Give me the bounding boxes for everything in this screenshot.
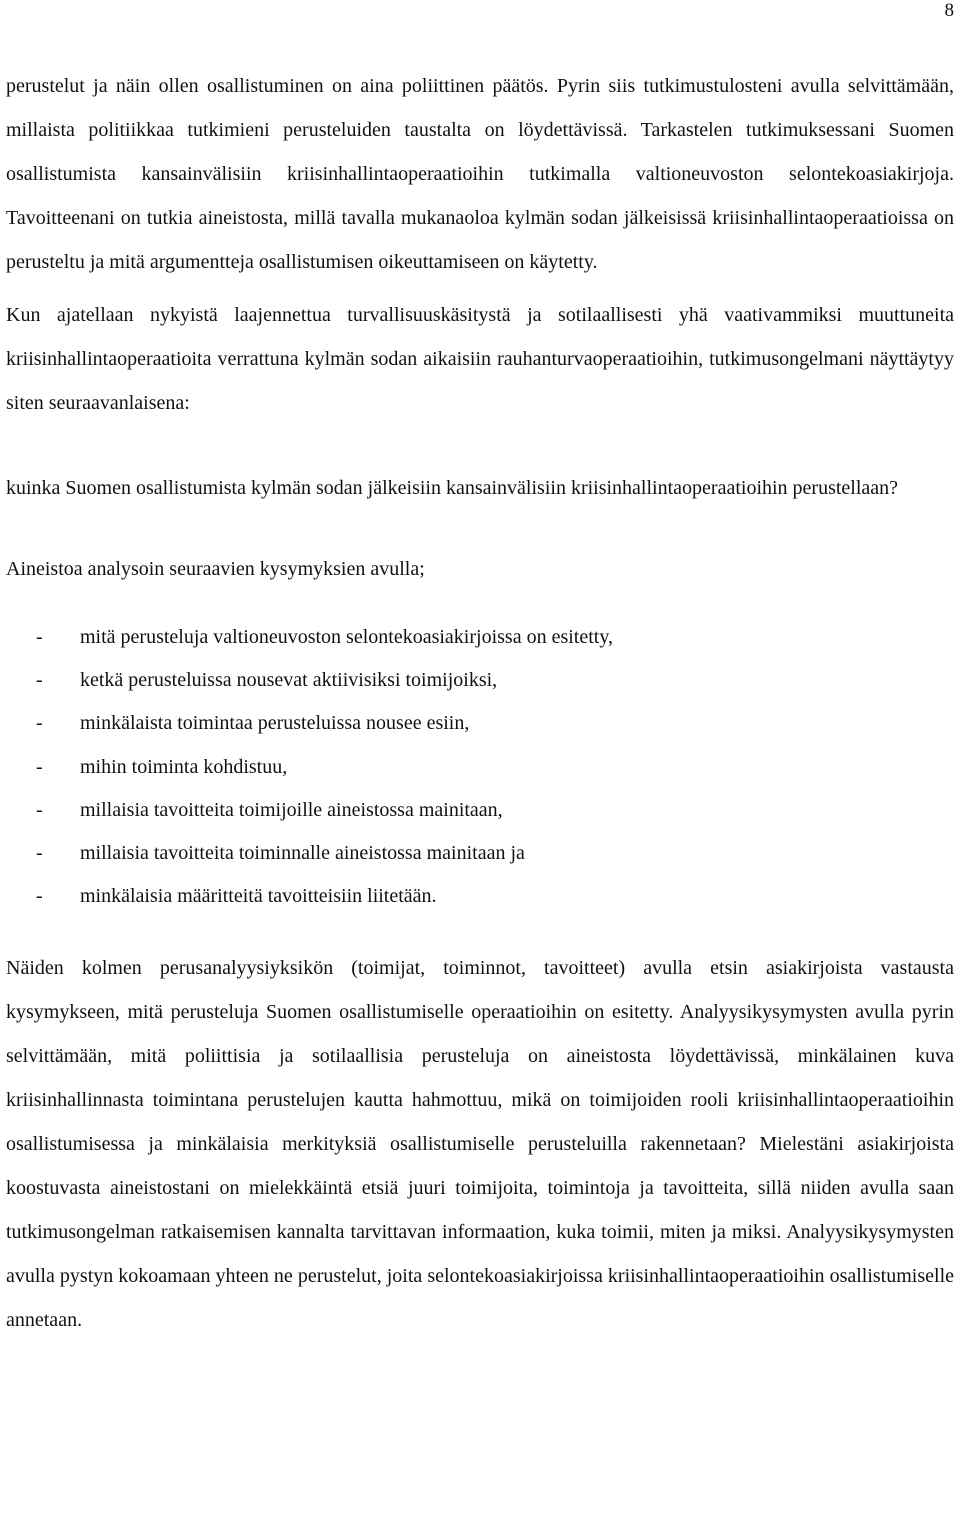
paragraph-analysis-intro: Aineistoa analysoin seuraavien kysymyksien avulla;: [6, 558, 425, 580]
paragraph-analysis-method: Näiden kolmen perusanalyysiyksikön (toimijat, toiminnot, tavoitteet) avulla etsin asiakirjoista vastausta kysymykseen, mitä perusteluja Suomen osallistumiselle operaatioihin on esitetty. Analyysikysymysten avulla pyrin selvittämään, mitä poliittisia ja sotilaallisia perusteluja on aineistosta löydettävissä, minkälainen kuva kriisinhallinnasta toimintana perustelujen kautta hahmottuu, mikä on toimijoiden rooli kriisinhallintaoperaatioihin osallistumisessa ja minkälaisia merkityksiä osallistumiselle perusteluilla rakennetaan? Mielestäni asiakirjoista koostuvasta aineistostani on mielekkäintä etsiä juuri toimijoita, toimintoja ja tavoitteita, sillä niiden avulla saan tutkimusongelman ratkaisemisen kannalta tarvittavan informaation, kuka toimii, miten ja miksi. Analyysikysymysten avulla pystyn kokoamaan yhteen ne perustelut, joita selontekoasiakirjoissa kriisinhallintaoperaatioihin osallistumiselle annetaan.: [6, 957, 954, 1332]
list-item: [6, 789, 954, 832]
list-item-text: millaisia tavoitteita toimijoille aineistossa mainitaan,: [80, 798, 503, 821]
page-content: [6, 64, 954, 1342]
list-dash-marker: -: [36, 626, 43, 648]
list-item-text: minkälaisia määritteitä tavoitteisiin liitetään.: [80, 885, 437, 908]
list-item-text: millaisia tavoitteita toiminnalle aineistossa mainitaan ja: [80, 842, 525, 865]
paragraph-research-context: Kun ajatellaan nykyistä laajennettua turvallisuuskäsitystä ja sotilaallisesti yhä vaativammiksi muuttuneita kriisinhallintaoperaatioita verrattuna kylmän sodan aikaisiin rauhanturvaoperaatioihin, tutkimusongelmani näyttäytyy siten seuraavanlaisena:: [6, 304, 954, 414]
list-item: [6, 875, 954, 918]
list-item-text: mihin toiminta kohdistuu,: [80, 755, 288, 778]
analysis-questions-list: [6, 616, 954, 918]
research-question: kuinka Suomen osallistumista kylmän sodan jälkeisiin kansainvälisiin kriisinhallintaoperaatioihin perustellaan?: [6, 477, 899, 499]
list-item: [6, 616, 954, 659]
list-dash-marker: -: [36, 798, 43, 821]
list-item: [6, 659, 954, 702]
page-number: 8: [944, 0, 954, 21]
list-item-text: mitä perusteluja valtioneuvoston selontekoasiakirjoissa on esitetty,: [80, 626, 614, 648]
list-dash-marker: -: [36, 755, 43, 778]
list-item-text: minkälaista toimintaa perusteluissa nousee esiin,: [80, 712, 470, 735]
list-item-text: ketkä perusteluissa nousevat aktiivisiksi toimijoiksi,: [80, 669, 498, 692]
list-item: [6, 702, 954, 745]
list-dash-marker: -: [36, 842, 43, 865]
list-dash-marker: -: [36, 885, 43, 908]
paragraph-research-aim: perustelut ja näin ollen osallistuminen on aina poliittinen päätös. Pyrin siis tutkimustulosteni avulla selvittämään, millaista politiikkaa tutkimieni perusteluiden taustalta on löydettävissä. Tarkastelen tutkimuksessani Suomen osallistumista kansainvälisiin kriisinhallintaoperaatioihin tutkimalla valtioneuvoston selontekoasiakirjoja. Tavoitteenani on tutkia aineistosta, millä tavalla mukanaoloa kylmän sodan jälkeisissä kriisinhallintaoperaatioissa on perusteltu ja mitä argumentteja osallistumisen oikeuttamiseen on käytetty.: [6, 75, 954, 273]
list-dash-marker: -: [36, 669, 43, 692]
list-item: [6, 746, 954, 789]
list-item: [6, 832, 954, 875]
list-dash-marker: -: [36, 712, 43, 735]
